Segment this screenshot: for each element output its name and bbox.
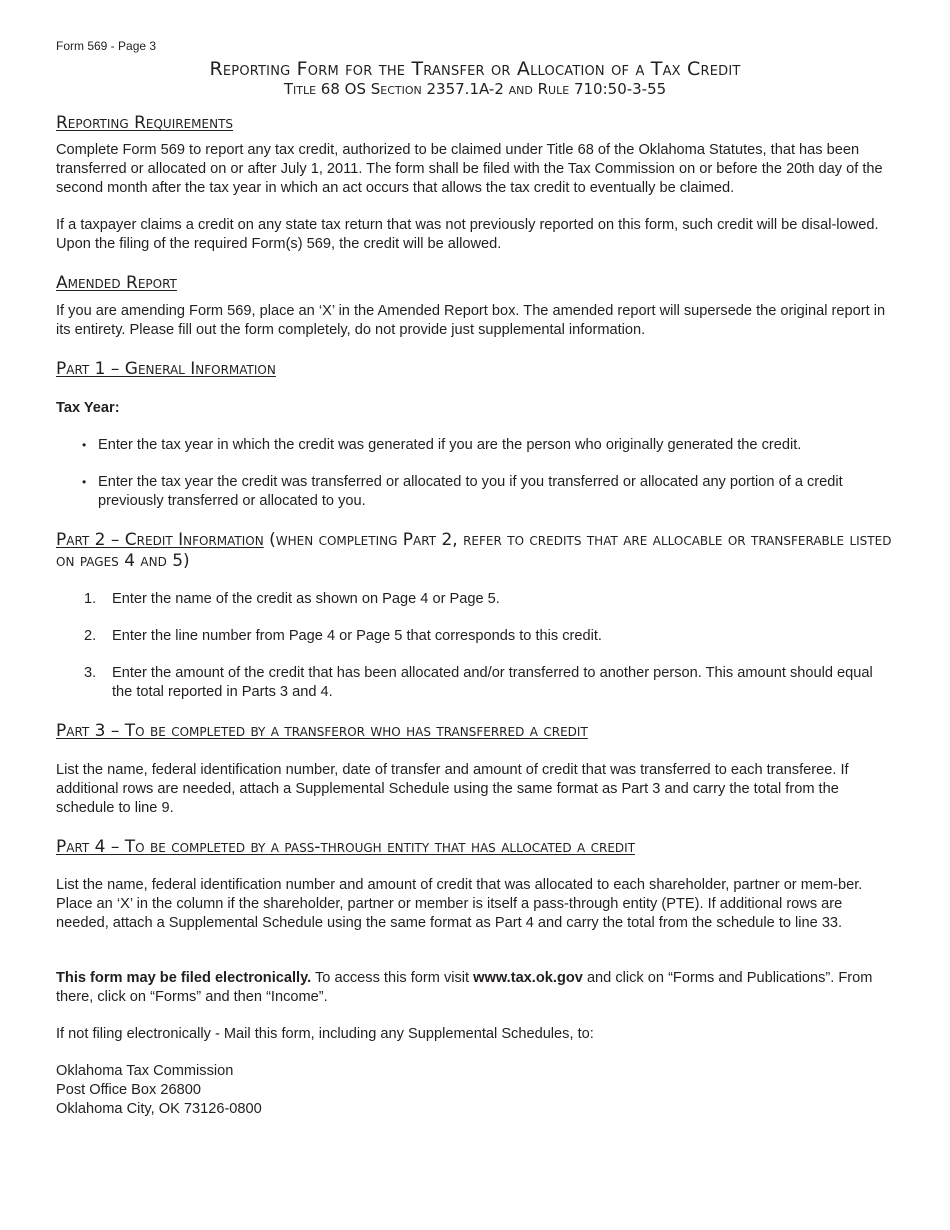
- part1-heading-text: Part 1 – General Information: [56, 359, 276, 379]
- reporting-requirements-heading: [56, 113, 894, 134]
- filing-paragraph: [56, 969, 894, 1007]
- filing-bold-lead: This form may be filed electronically.: [56, 970, 312, 986]
- part2-item-1: [82, 590, 894, 609]
- part3-heading-text: Part 3 – To be completed by a transferor who has transferred a credit: [56, 721, 588, 741]
- address-line-2: Post Office Box 26800: [56, 1082, 201, 1098]
- form-subtitle: Title 68 OS Section 2357.1A-2 and Rule 710:50-3-55: [283, 80, 667, 98]
- filing-text-a: To access this form visit: [311, 970, 474, 986]
- tax-year-label: Tax Year:: [56, 400, 120, 416]
- tax-website-link[interactable]: www.tax.ok.gov: [473, 970, 583, 986]
- part1-bullet-2: [82, 473, 894, 511]
- bullet-marker: •: [82, 438, 87, 452]
- filing-text-b: and click on “Forms and Publications”. From there, click on “Forms” and then “Income”.: [56, 970, 873, 1005]
- item-number: 2.: [84, 628, 97, 644]
- address-line-1: Oklahoma Tax Commission: [56, 1063, 234, 1079]
- part1-heading: [56, 359, 894, 380]
- part2-heading-text: Part 2 – Credit Information: [56, 530, 264, 550]
- part2-item-2: [82, 627, 894, 646]
- part4-paragraph: List the name, federal identification number and amount of credit that was allocated to each shareholder, partner or mem-ber. Place an ‘X’ in the column if the shareholder, partner or member is itself a pass-through entity (PTE). If additional rows are needed, attach a Supplemental Schedule using the same format as Part 4 and carry the total from the schedule to line 33.: [56, 877, 863, 931]
- part3-heading: [56, 721, 894, 742]
- item-number: 3.: [84, 665, 97, 681]
- part2-item-1-text: Enter the name of the credit as shown on Page 4 or Page 5.: [112, 591, 500, 607]
- part3-paragraph: List the name, federal identification number, date of transfer and amount of credit that was transferred to each transferee. If additional rows are needed, attach a Supplemental Schedule using the same format as Part 3 and carry the total from the schedule to line 9.: [56, 762, 849, 816]
- address-line-3: Oklahoma City, OK 73126-0800: [56, 1101, 262, 1117]
- form-page-label: Form 569 - Page 3: [56, 39, 157, 53]
- reporting-paragraph-2: If a taxpayer claims a credit on any state tax return that was not previously reported on this form, such credit will be disal-lowed. Upon the filing of the required Form(s) 569, the credit will be allowed.: [56, 217, 879, 252]
- part4-heading-text: Part 4 – To be completed by a pass-through entity that has allocated a credit: [56, 837, 636, 857]
- form-title: Reporting Form for the Transfer or Allocation of a Tax Credit: [209, 58, 741, 80]
- amended-report-heading: [56, 273, 894, 294]
- part2-item-3-text: Enter the amount of the credit that has been allocated and/or transferred to another person. This amount should equal the total reported in Parts 3 and 4.: [112, 665, 873, 700]
- mailing-address: [56, 1062, 262, 1119]
- part2-heading: [56, 530, 894, 572]
- item-number: 1.: [84, 591, 97, 607]
- amended-paragraph: If you are amending Form 569, place an ‘X’ in the Amended Report box. The amended report will supersede the original report in its entirety. Please fill out the form completely, do not provide just supplemental information.: [56, 303, 886, 338]
- mail-instructions: If not filing electronically - Mail this form, including any Supplemental Schedules, to:: [56, 1026, 594, 1042]
- part1-bullet-1-text: Enter the tax year in which the credit was generated if you are the person who originally generated the credit.: [98, 437, 802, 453]
- part2-item-2-text: Enter the line number from Page 4 or Page 5 that corresponds to this credit.: [112, 628, 602, 644]
- part1-bullet-2-text: Enter the tax year the credit was transferred or allocated to you if you transferred or allocated any portion of a credit previously transferred or allocated to you.: [98, 474, 843, 509]
- part4-heading: [56, 837, 894, 858]
- reporting-paragraph-1: Complete Form 569 to report any tax credit, authorized to be claimed under Title 68 of the Oklahoma Statutes, that has been transferred or allocated on or after July 1, 2011. The form shall be filed with the Tax Commission on or before the 20th day of the second month after the tax year in which an act occurs that allows the tax credit to eventually be claimed.: [56, 142, 883, 196]
- part2-item-3: [82, 664, 894, 702]
- amended-report-heading-text: Amended Report: [56, 273, 177, 293]
- bullet-marker: •: [82, 475, 87, 489]
- reporting-requirements-heading-text: Reporting Requirements: [56, 113, 234, 133]
- title-block: [0, 58, 950, 98]
- part1-bullet-1: [82, 436, 894, 455]
- part2-heading-note: (when completing Part 2, refer to credits that are allocable or transferable listed on pages 4 and 5): [56, 530, 892, 571]
